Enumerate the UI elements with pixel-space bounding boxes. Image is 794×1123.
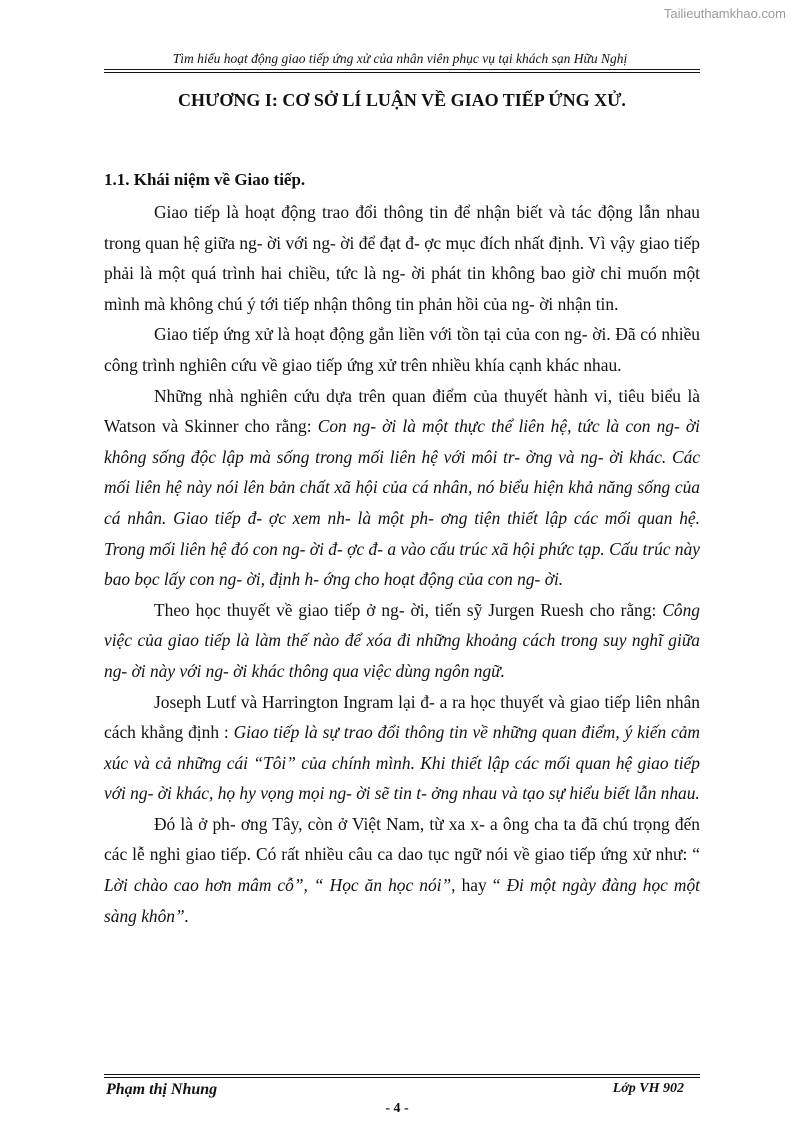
paragraph-1: Giao tiếp là hoạt động trao đổi thông tin để nhận biết và tác động lẫn nhau trong quan hệ giữa ng- ời với ng- ời để đạt đ- ợc mục đích nhất định. Vì vậy giao tiếp phải là một quá trình hai chiều, tức là ng- ời phát tin không bao giờ chỉ muốn một mình mà không chú ý tới tiếp nhận thông tin phản hồi của ng- ời nhận tin. (104, 202, 700, 314)
footer-author: Phạm thị Nhung (106, 1081, 218, 1098)
paragraph-3 (104, 381, 700, 595)
chapter-title: CHƯƠNG I: CƠ SỞ LÍ LUẬN VỀ GIAO TIẾP ỨNG XỬ. (178, 90, 626, 110)
paragraph-3-quote: Con ng- ời là một thực thể liên hệ, tức là con ng- ời không sống độc lập mà sống trong mối liên hệ với môi tr- ờng và ng- ời khác. Các mối liên hệ này nói lên bản chất xã hội của cá nhân, nó biểu hiện khả năng sống của cá nhân. Giao tiếp đ- ợc xem nh- là một ph- ơng tiện thiết lập các mối quan hệ. Trong mối liên hệ đó con ng- ời đ- ợc đ- a vào cấu trúc xã hội phức tạp. Cấu trúc này bao bọc lấy con ng- ời, định h- ớng cho hoạt động của con ng- ời. (104, 416, 701, 590)
paragraph-2: Giao tiếp ứng xử là hoạt động gắn liền với tồn tại của con ng- ời. Đã có nhiều công trình nghiên cứu về giao tiếp ứng xử trên nhiều khía cạnh khác nhau. (104, 324, 700, 375)
footer-divider (104, 1074, 700, 1078)
document-body (104, 197, 700, 931)
paragraph-5-intro: Joseph Lutf và Harrington Ingram lại đ- a ra học thuyết và giao tiếp liên nhân cách khẳng định : (104, 691, 700, 743)
paragraph-4-intro: Theo học thuyết về giao tiếp ở ng- ời, tiến sỹ Jurgen Ruesh cho rằng: (154, 599, 663, 620)
footer-class: Lớp VH 902 (612, 1081, 684, 1096)
paragraph-6 (104, 809, 700, 931)
paragraph-5 (104, 687, 700, 809)
paragraph-6-mid: hay “ (455, 875, 507, 896)
paragraph-4 (104, 595, 700, 687)
paragraph-6-quote-1: Lời chào cao hơn mâm cỗ”, “ Học ăn học nói”, (104, 875, 456, 896)
paragraph-6-intro: Đó là ở ph- ơng Tây, còn ở Việt Nam, từ xa x- a ông cha ta đã chú trọng đến các lễ nghi giao tiếp. Có rất nhiều câu ca dao tục ngữ nói về giao tiếp ứng xử như: “ (104, 813, 700, 865)
watermark-text: Tailieuthamkhao.com (663, 6, 786, 21)
paragraph-5-quote: Giao tiếp là sự trao đổi thông tin về những quan điểm, ý kiến cảm xúc và cả những cái “Tôi” của chính mình. Khi thiết lập các mối quan hệ giao tiếp với ng- ời khác, họ hy vọng mọi ng- ời sẽ tin t- ởng nhau và tạo sự hiểu biết lẫn nhau. (104, 722, 700, 804)
header-divider (104, 69, 700, 73)
paragraph-4-quote: Công việc của giao tiếp là làm thế nào để xóa đi những khoảng cách trong suy nghĩ giữa ng- ời này với ng- ời khác thông qua việc dùng ngôn ngữ. (104, 599, 700, 681)
section-title: 1.1. Khái niệm về Giao tiếp. (104, 170, 306, 189)
paragraph-6-quote-2: Đi một ngày đàng học một sàng khôn”. (104, 875, 701, 926)
running-header: Tìm hiểu hoạt động giao tiếp ứng xử của nhân viên phục vụ tại khách sạn Hữu Nghị (172, 51, 628, 66)
paragraph-3-intro: Những nhà nghiên cứu dựa trên quan điểm của thuyết hành vi, tiêu biểu là Watson và Skinner cho rằng: (104, 385, 700, 437)
page-number: - 4 - (385, 1101, 409, 1116)
